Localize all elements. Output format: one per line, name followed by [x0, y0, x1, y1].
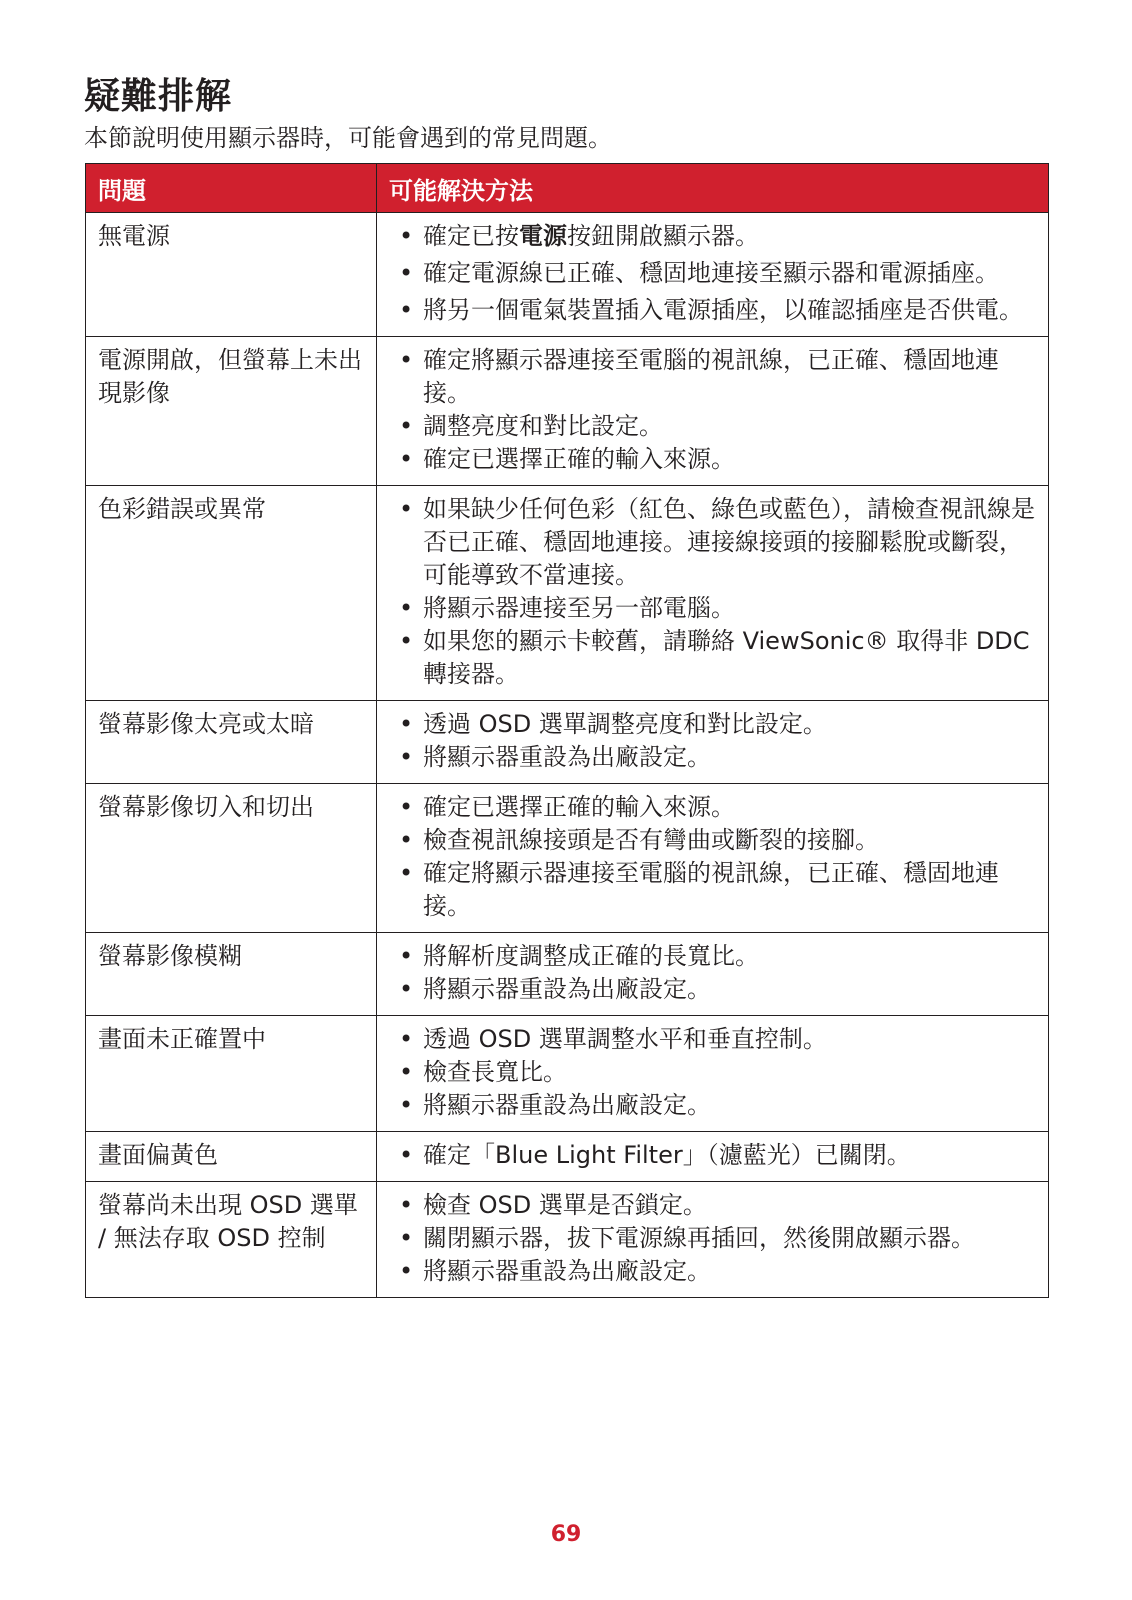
solution-item — [389, 344, 1036, 410]
solution-list — [389, 1023, 1036, 1122]
solution-text: 將另一個電氣裝置插入電源插座，以確認插座是否供電。 — [423, 296, 1023, 324]
bullet-icon: • — [399, 1141, 414, 1169]
solution-cell — [377, 213, 1049, 337]
bullet-icon: • — [399, 222, 414, 250]
solution-item — [389, 741, 1036, 774]
bullet-icon: • — [399, 495, 414, 523]
problem-cell: 螢幕影像切入和切出 — [86, 784, 377, 933]
bullet-icon: • — [399, 1224, 414, 1252]
solution-item — [389, 1023, 1036, 1056]
solution-item — [389, 493, 1036, 592]
bullet-icon: • — [399, 1058, 414, 1086]
table-header-row — [86, 164, 1049, 213]
bullet-icon: • — [399, 942, 414, 970]
solution-list — [389, 1189, 1036, 1288]
solution-cell — [377, 784, 1049, 933]
solution-text: 確定「Blue Light Filter」（濾藍光）已關閉。 — [423, 1141, 911, 1169]
solution-item — [389, 443, 1036, 476]
bullet-icon: • — [399, 793, 414, 821]
solution-text: 檢查長寬比。 — [423, 1058, 567, 1086]
solution-item — [389, 1189, 1036, 1222]
solution-text: 確定已選擇正確的輸入來源。 — [423, 445, 735, 473]
solution-list — [389, 791, 1036, 923]
solution-item — [389, 257, 1036, 290]
solution-item — [389, 592, 1036, 625]
solution-text: 將顯示器連接至另一部電腦。 — [423, 594, 735, 622]
solution-text: 將顯示器重設為出廠設定。 — [423, 1257, 711, 1285]
bullet-icon: • — [399, 1257, 414, 1285]
solution-text: 確定已按 — [423, 222, 519, 250]
solution-text: 如果您的顯示卡較舊，請聯絡 ViewSonic® 取得非 DDC 轉接器。 — [423, 627, 1030, 688]
page-intro: 本節說明使用顯示器時，可能會遇到的常見問題。 — [84, 124, 612, 152]
solution-item — [389, 1139, 1036, 1172]
page-number: 69 — [550, 1522, 582, 1547]
problem-cell: 螢幕影像模糊 — [86, 933, 377, 1016]
bullet-icon: • — [399, 859, 414, 887]
solution-text: 將顯示器重設為出廠設定。 — [423, 975, 711, 1003]
bullet-icon: • — [399, 1025, 414, 1053]
table-row — [86, 933, 1049, 1016]
bullet-icon: • — [399, 259, 414, 287]
solution-item — [389, 1089, 1036, 1122]
table-row — [86, 213, 1049, 337]
table-row — [86, 1182, 1049, 1298]
solution-text: 確定將顯示器連接至電腦的視訊線，已正確、穩固地連接。 — [423, 859, 999, 920]
solution-cell — [377, 933, 1049, 1016]
solution-item — [389, 940, 1036, 973]
bullet-icon: • — [399, 296, 414, 324]
bullet-icon: • — [399, 627, 414, 655]
solution-text: 調整亮度和對比設定。 — [423, 412, 663, 440]
solution-item — [389, 220, 1036, 253]
solution-text: 確定已選擇正確的輸入來源。 — [423, 793, 735, 821]
bullet-icon: • — [399, 346, 414, 374]
solution-cell — [377, 1132, 1049, 1182]
solution-cell — [377, 1182, 1049, 1298]
solution-cell — [377, 486, 1049, 701]
problem-cell: 畫面偏黃色 — [86, 1132, 377, 1182]
solution-text: 如果缺少任何色彩（紅色、綠色或藍色），請檢查視訊線是否已正確、穩固地連接。連接線接頭的接腳鬆脫或斷裂，可能導致不當連接。 — [423, 495, 1035, 589]
bullet-icon: • — [399, 710, 414, 738]
solution-item — [389, 824, 1036, 857]
solution-list — [389, 1139, 1036, 1172]
solution-text: 將顯示器重設為出廠設定。 — [423, 1091, 711, 1119]
troubleshooting-table — [85, 163, 1049, 1298]
solution-text: 透過 OSD 選單調整亮度和對比設定。 — [423, 710, 827, 738]
table-row — [86, 701, 1049, 784]
solution-list — [389, 940, 1036, 1006]
header-problem: 問題 — [86, 164, 377, 213]
solution-text: 關閉顯示器，拔下電源線再插回，然後開啟顯示器。 — [423, 1224, 975, 1252]
solution-item — [389, 294, 1036, 327]
table-row — [86, 1016, 1049, 1132]
solution-item — [389, 857, 1036, 923]
solution-item — [389, 791, 1036, 824]
solution-cell — [377, 337, 1049, 486]
solution-text: 將解析度調整成正確的長寬比。 — [423, 942, 759, 970]
solution-list — [389, 708, 1036, 774]
problem-cell: 色彩錯誤或異常 — [86, 486, 377, 701]
solution-item — [389, 1255, 1036, 1288]
bullet-icon: • — [399, 975, 414, 1003]
solution-text: 確定將顯示器連接至電腦的視訊線，已正確、穩固地連接。 — [423, 346, 999, 407]
table-row — [86, 1132, 1049, 1182]
solution-item — [389, 625, 1036, 691]
solution-text: 檢查 OSD 選單是否鎖定。 — [423, 1191, 707, 1219]
solution-text: 確定電源線已正確、穩固地連接至顯示器和電源插座。 — [423, 259, 999, 287]
bullet-icon: • — [399, 445, 414, 473]
page-title: 疑難排解 — [84, 76, 233, 117]
solution-text: 透過 OSD 選單調整水平和垂直控制。 — [423, 1025, 827, 1053]
solution-cell — [377, 701, 1049, 784]
solution-item — [389, 708, 1036, 741]
problem-cell: 無電源 — [86, 213, 377, 337]
table-row — [86, 486, 1049, 701]
solution-text: 檢查視訊線接頭是否有彎曲或斷裂的接腳。 — [423, 826, 879, 854]
table-row — [86, 784, 1049, 933]
bullet-icon: • — [399, 1191, 414, 1219]
solution-list — [389, 493, 1036, 691]
solution-item — [389, 410, 1036, 443]
solution-item — [389, 1056, 1036, 1089]
solution-list — [389, 220, 1036, 327]
solution-item — [389, 1222, 1036, 1255]
solution-cell — [377, 1016, 1049, 1132]
solution-text: 按鈕開啟顯示器。 — [567, 222, 759, 250]
problem-cell: 螢幕影像太亮或太暗 — [86, 701, 377, 784]
header-solution: 可能解決方法 — [377, 164, 1049, 213]
table-row — [86, 337, 1049, 486]
bullet-icon: • — [399, 412, 414, 440]
problem-cell: 畫面未正確置中 — [86, 1016, 377, 1132]
bullet-icon: • — [399, 594, 414, 622]
problem-cell: 螢幕尚未出現 OSD 選單 / 無法存取 OSD 控制 — [86, 1182, 377, 1298]
solution-emphasis: 電源 — [519, 222, 567, 250]
problem-cell: 電源開啟，但螢幕上未出現影像 — [86, 337, 377, 486]
solution-text: 將顯示器重設為出廠設定。 — [423, 743, 711, 771]
bullet-icon: • — [399, 1091, 414, 1119]
solution-item — [389, 973, 1036, 1006]
bullet-icon: • — [399, 826, 414, 854]
solution-list — [389, 344, 1036, 476]
bullet-icon: • — [399, 743, 414, 771]
